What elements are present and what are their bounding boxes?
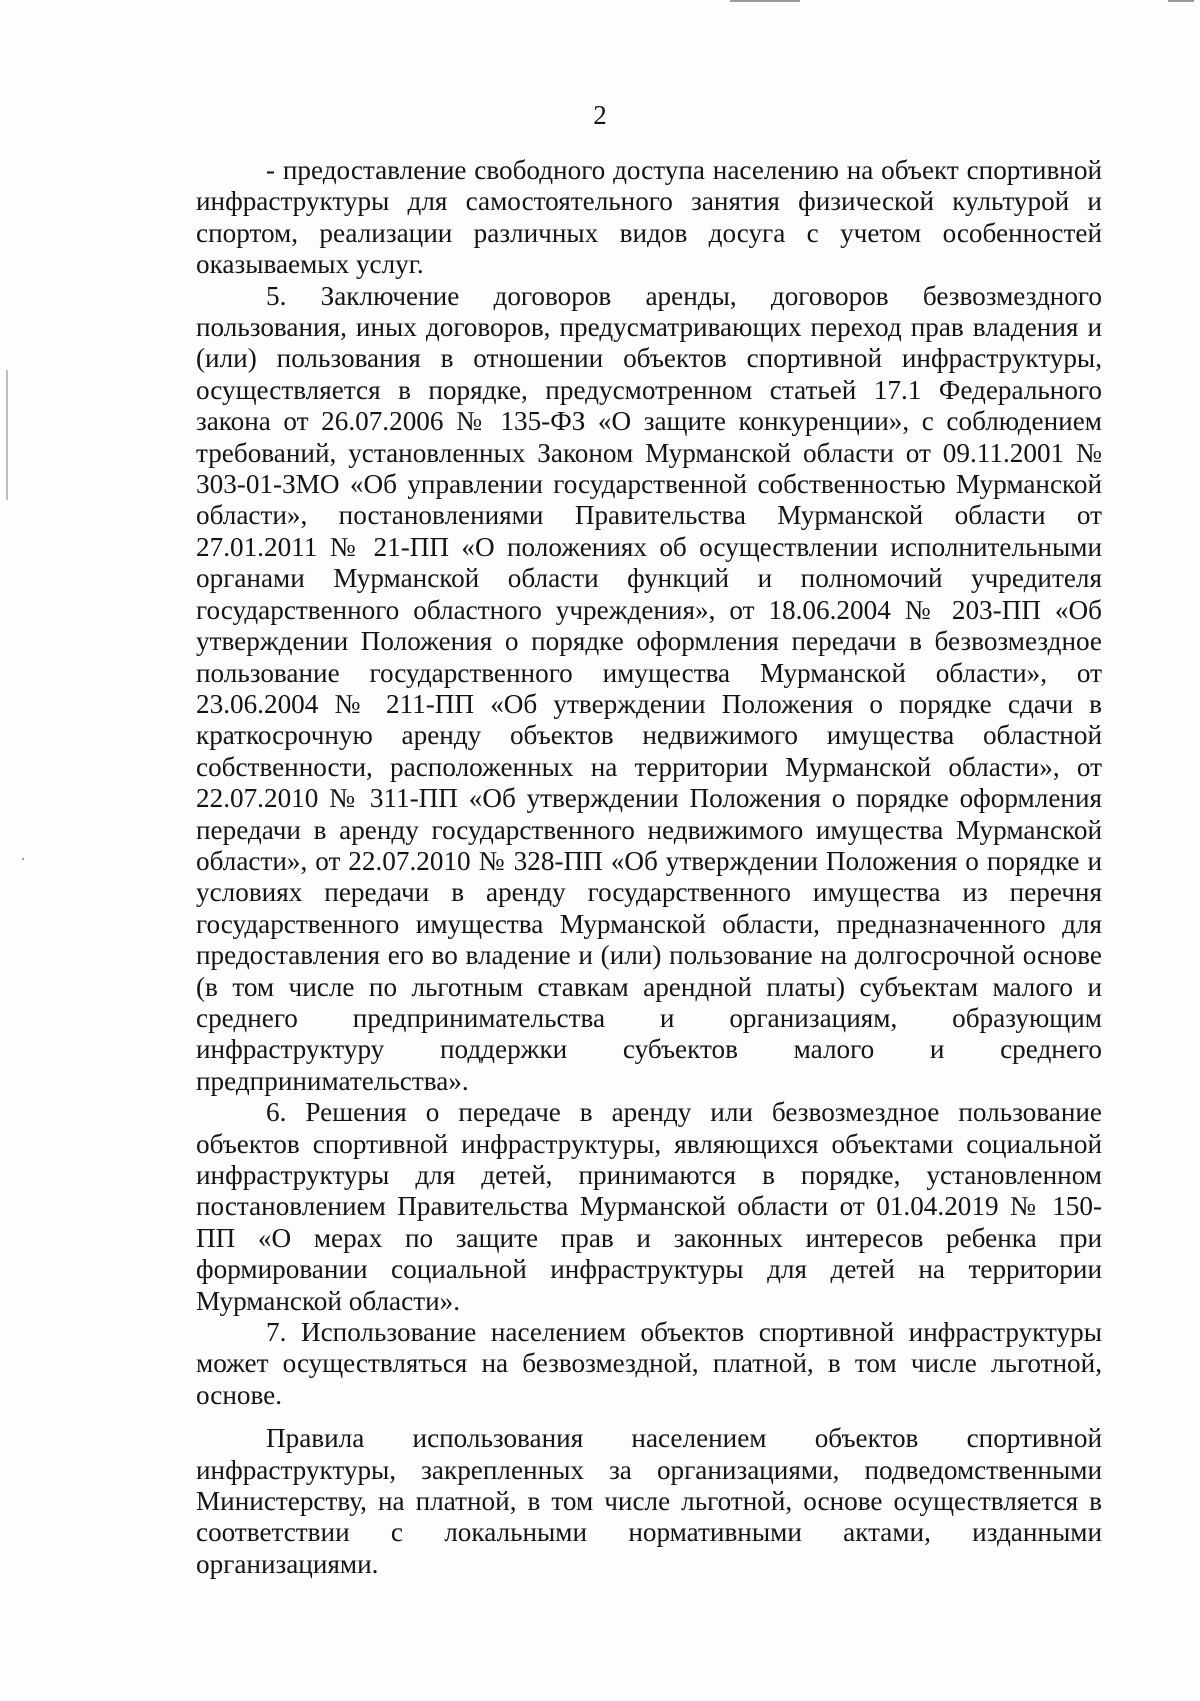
paragraph-6-decisions: 6. Решения о передаче в аренду или безвозмездное пользование объектов спортивной инфраструктуры, являющихся объектами социальной инфраструктуры для детей, принимаются в порядке, установленном постановлением Правительства Мурманской области от 01.04.2019 № 150-ПП «О мерах по защите прав и законных интересов ребенка при формировании социальной инфраструктуры для детей на территории Мурманской области». bbox=[196, 1097, 1102, 1316]
document-body bbox=[196, 155, 1102, 1580]
paragraph-usage-rules: Правила использования населением объектов спортивной инфраструктуры, закрепленных за организациями, подведомственными Министерству, на платной, в том числе льготной, основе осуществляется в соответствии с локальными нормативными актами, изданными организациями. bbox=[196, 1423, 1102, 1579]
paragraph-access-provision: - предоставление свободного доступа населению на объект спортивной инфраструктуры для самостоятельного занятия физической культурой и спортом, реализации различных видов досуга с учетом особенностей оказываемых услуг. bbox=[196, 155, 1102, 280]
scan-artifact-left-edge bbox=[6, 370, 8, 500]
page-number: 2 bbox=[593, 100, 607, 130]
paragraph-7-usage: 7. Использование населением объектов спортивной инфраструктуры может осуществляться на безвозмездной, платной, в том числе льготной, основе. bbox=[196, 1317, 1102, 1410]
scan-artifact-dot bbox=[22, 858, 24, 860]
scan-artifact-top-right bbox=[1168, 0, 1194, 2]
scan-artifact-top bbox=[730, 0, 800, 2]
paragraph-5-contracts: 5. Заключение договоров аренды, договоров безвозмездного пользования, иных договоров, предусматривающих переход прав владения и (или) пользования в отношении объектов спортивной инфраструктуры, осуществляется в порядке, предусмотренном статьей 17.1 Федерального закона от 26.07.2006 № 135-ФЗ «О защите конкуренции», с соблюдением требований, установленных Законом Мурманской области от 09.11.2001 № 303-01-ЗМО «Об управлении государственной собственностью Мурманской области», постановлениями Правительства Мурманской области от 27.01.2011 № 21-ПП «О положениях об осуществлении исполнительными органами Мурманской области функций и полномочий учредителя государственного областного учреждения», от 18.06.2004 № 203-ПП «Об утверждении Положения о порядке оформления передачи в безвозмездное пользование государственного имущества Мурманской области», от 23.06.2004 № 211-ПП «Об утверждении Положения о порядке сдачи в краткосрочную аренду объектов недвижимого имущества областной собственности, расположенных на территории Мурманской области», от 22.07.2010 № 311-ПП «Об утверждении Положения о порядке оформления передачи в аренду государственного недвижимого имущества Мурманской области», от 22.07.2010 № 328-ПП «Об утверждении Положения о порядке и условиях передачи в аренду государственного имущества из перечня государственного имущества Мурманской области, предназначенного для предоставления его во владение и (или) пользование на долгосрочной основе (в том числе по льготным ставкам арендной платы) субъектам малого и среднего предпринимательства и организациям, образующим инфраструктуру поддержки субъектов малого и среднего предпринимательства». bbox=[196, 280, 1102, 1096]
